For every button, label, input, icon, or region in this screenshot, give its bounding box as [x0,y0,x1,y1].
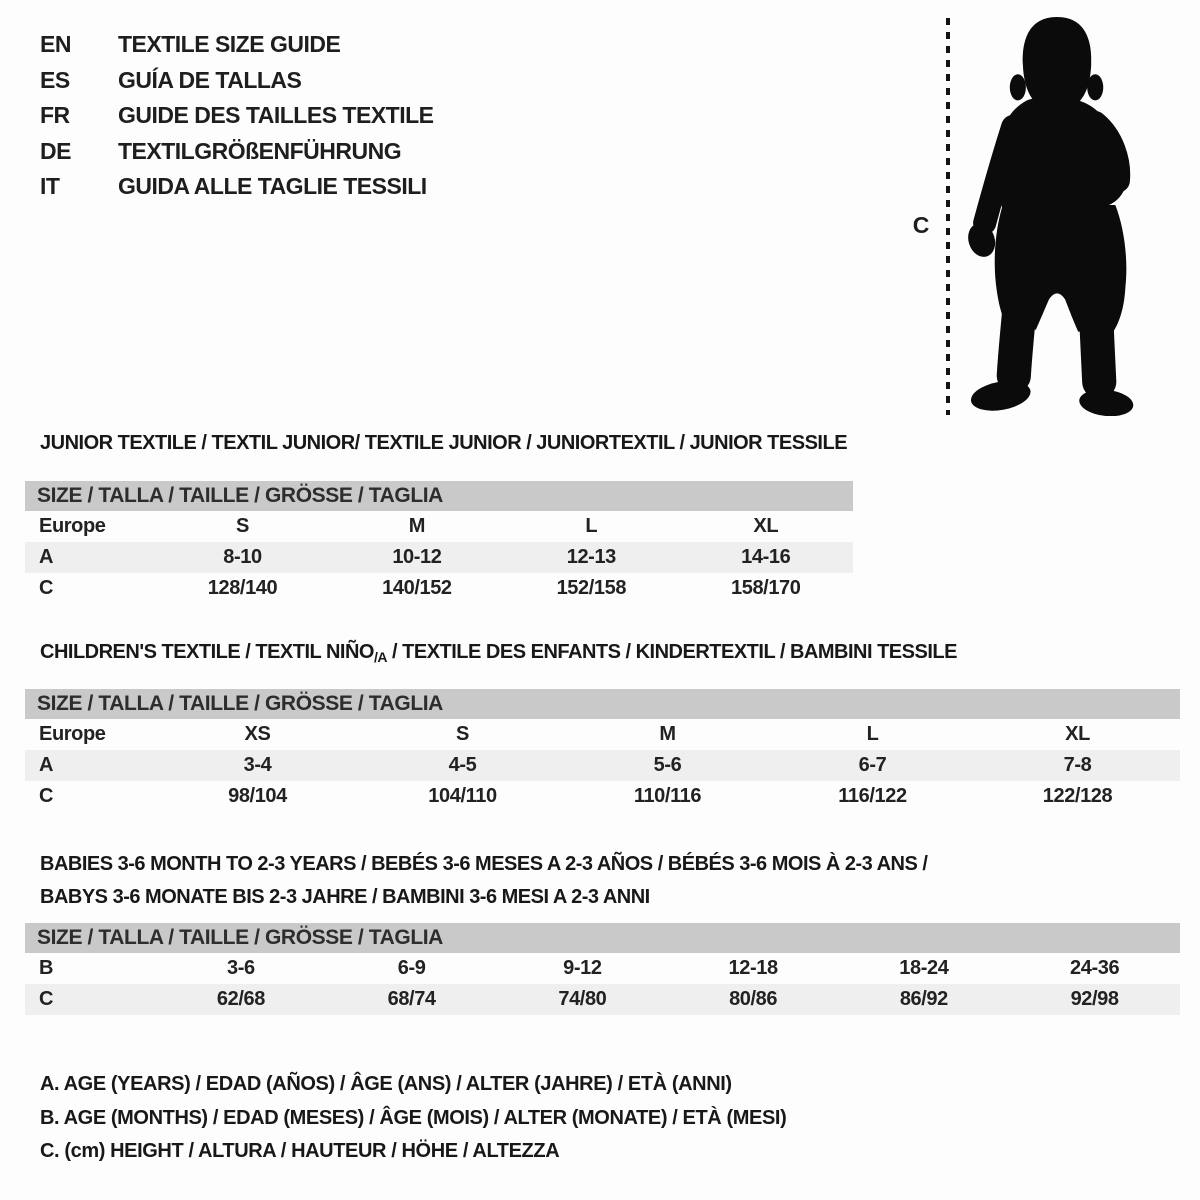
cell: 110/116 [633,785,702,807]
cell: 68/74 [326,984,497,1015]
height-measure-label: C [912,212,930,238]
row-label: C [39,577,54,599]
size-header-label: SIZE / TALLA / TAILLE / GRÖSSE / TAGLIA [25,923,1180,953]
cell: 116/122 [838,785,907,807]
cell: 10-12 [330,542,504,573]
language-code: IT [40,173,60,200]
cell: 128/140 [207,577,278,599]
language-title: TEXTILGRÖßENFÜHRUNG [118,137,402,164]
language-row-de [40,134,434,170]
table-row [25,953,1180,984]
cell: 3-4 [155,750,360,781]
cell: 7-8 [975,750,1180,781]
size-header-label: SIZE / TALLA / TAILLE / GRÖSSE / TAGLIA [25,481,853,511]
cell: 18-24 [899,957,949,979]
row-label: B [39,957,54,979]
children-title-sub: /A [373,649,387,665]
table-row [25,511,853,542]
legend-line-c: C. (cm) HEIGHT / ALTURA / HAUTEUR / HÖHE / ALTEZZA [40,1140,560,1162]
row-label: Europe [39,723,106,745]
cell: 98/104 [228,785,287,807]
language-row-en [40,27,434,63]
language-row-it [40,169,434,205]
junior-section-title: JUNIOR TEXTILE / TEXTIL JUNIOR/ TEXTILE JUNIOR / JUNIORTEXTIL / JUNIOR TESSILE [40,432,848,454]
legend-line-a: A. AGE (YEARS) / EDAD (AÑOS) / ÂGE (ANS) / ALTER (JAHRE) / ETÀ (ANNI) [40,1073,732,1095]
language-code: EN [40,31,71,57]
language-code: DE [40,137,71,164]
cell: 3-6 [227,957,255,979]
cell: 5-6 [565,750,770,781]
row-label: Europe [39,515,106,537]
height-measure-dashed-line [946,18,950,415]
cell: 12-13 [504,542,678,573]
cell: 12-18 [728,957,778,979]
language-code: ES [40,66,70,93]
row-label: A [25,542,155,573]
table-row [25,542,853,573]
cell: 8-10 [155,542,329,573]
row-label: A [25,750,155,781]
cell: 62/68 [156,984,327,1015]
cell: M [408,515,426,537]
measurement-legend [40,1068,786,1169]
cell: XL [753,515,779,537]
cell: 4-5 [360,750,565,781]
language-row-fr [40,98,434,134]
language-row-es [40,63,434,99]
cell: 92/98 [1009,984,1180,1015]
cell: 24-36 [1070,957,1120,979]
cell: 14-16 [679,542,853,573]
table-row [25,719,1180,750]
row-label: C [25,984,156,1015]
size-header-row [25,689,1180,719]
cell: 86/92 [838,984,1009,1015]
legend-line-b: B. AGE (MONTHS) / EDAD (MESES) / ÂGE (MOIS) / ALTER (MONATE) / ETÀ (MESI) [40,1106,787,1129]
cell: XL [1065,723,1090,745]
children-title-post: / TEXTILE DES ENFANTS / KINDERTEXTIL / BAMBINI TESSILE [386,641,957,663]
cell: S [236,515,249,537]
cell: 74/80 [497,984,668,1015]
cell: L [866,723,879,745]
language-title: GUÍA DE TALLAS [118,66,302,93]
cell: 140/152 [382,577,452,599]
cell: 152/158 [556,577,627,599]
toddler-silhouette-icon [966,14,1138,416]
cell: L [585,515,598,537]
cell: 6-7 [770,750,975,781]
cell: XS [244,723,271,745]
language-title: GUIDE DES TAILLES TEXTILE [118,102,434,129]
size-header-row [25,923,1180,953]
cell: 6-9 [397,957,426,979]
cell: M [659,723,676,745]
language-title-list [40,27,434,205]
table-row [25,984,1180,1015]
size-header-row [25,481,853,511]
babies-size-table [25,923,1180,1015]
cell: 104/110 [428,785,497,807]
size-header-label: SIZE / TALLA / TAILLE / GRÖSSE / TAGLIA [25,689,1180,719]
cell: 80/86 [668,984,839,1015]
cell: S [456,723,469,745]
babies-title-line1: BABIES 3-6 MONTH TO 2-3 YEARS / BEBÉS 3-6 MESES A 2-3 AÑOS / BÉBÉS 3-6 MOIS À 2-3 ANS / [40,853,928,875]
children-size-table [25,689,1180,812]
cell: 158/170 [731,577,801,599]
junior-size-table [25,481,853,604]
children-section-title [40,641,957,665]
language-code: FR [40,102,70,129]
row-label: C [39,785,54,807]
cell: 122/128 [1042,785,1113,807]
babies-section-title [40,848,927,914]
table-row [25,573,853,604]
language-title: GUIDA ALLE TAGLIE TESSILI [118,173,427,200]
table-row [25,750,1180,781]
language-title: TEXTILE SIZE GUIDE [118,31,341,57]
cell: 9-12 [563,957,602,979]
babies-title-line2: BABYS 3-6 MONATE BIS 2-3 JAHRE / BAMBINI 3-6 MESI A 2-3 ANNI [40,886,650,908]
children-title-pre: CHILDREN'S TEXTILE / TEXTIL NIÑO [40,641,374,663]
table-row [25,781,1180,812]
